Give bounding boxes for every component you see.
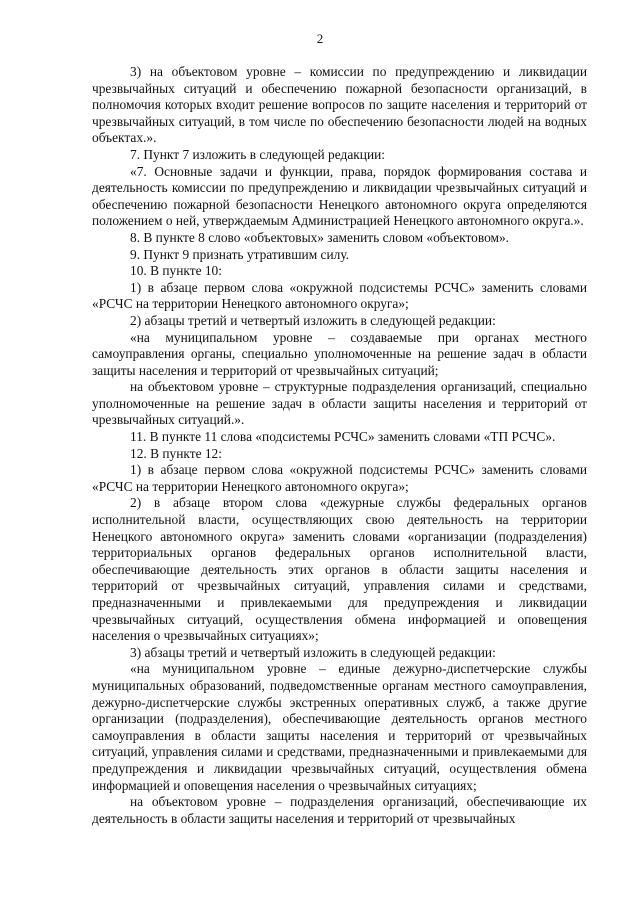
paragraph: 12. В пункте 12: bbox=[130, 445, 222, 461]
page-number: 2 bbox=[316, 31, 324, 46]
paragraph: на объектовом уровне – подразделения организаций, обеспечивающие их деятельность в области защиты населения и территорий от чрезвычайных bbox=[92, 794, 587, 826]
document-body bbox=[92, 64, 587, 827]
paragraph: 3) абзацы третий и четвертый изложить в следующей редакции: bbox=[130, 644, 496, 660]
paragraph: на объектовом уровне – структурные подразделения организаций, специально уполномоченные на решение задач в области защиты населения и территорий от чрезвычайных ситуаций.». bbox=[92, 379, 587, 428]
paragraph: 7. Пункт 7 изложить в следующей редакции: bbox=[130, 146, 386, 162]
paragraph: 2) в абзаце втором слова «дежурные службы федеральных органов исполнительной власти, осуществляющих свою деятельность на территории Ненецкого автономного округа» заменить словами «организации (подразделения) территориальных органов федеральных органов исполнительной власти, обеспечивающие деятельность этих органов в области защиты населения и территорий от чрезвычайных ситуаций, управления силами и средствами, предназначенными и привлекаемыми для предупреждения и ликвидации чрезвычайных ситуаций, осуществления обмена информацией и оповещения населения о чрезвычайных ситуациях»; bbox=[92, 495, 587, 644]
paragraph: «на муниципальном уровне – единые дежурно-диспетчерские службы муниципальных образований, подведомственные органам местного самоуправления, дежурно-диспетчерские службы экстренных оперативных служб, а также другие организации (подразделения), обеспечивающие деятельность органов местного самоуправления в области защиты населения и территорий от чрезвычайных ситуаций, управления силами и средствами, предназначенными и привлекаемыми для предупреждения и ликвидации чрезвычайных ситуаций, осуществления обмена информацией и оповещения населения о чрезвычайных ситуациях; bbox=[92, 661, 587, 793]
paragraph: 8. В пункте 8 слово «объектовых» заменить словом «объектовом». bbox=[130, 229, 510, 245]
paragraph: 9. Пункт 9 признать утратившим силу. bbox=[130, 246, 350, 262]
paragraph: 10. В пункте 10: bbox=[130, 263, 222, 279]
paragraph: 1) в абзаце первом слова «окружной подсистемы РСЧС» заменить словами «РСЧС на территории Ненецкого автономного округа»; bbox=[92, 462, 587, 494]
paragraph: 2) абзацы третий и четвертый изложить в следующей редакции: bbox=[130, 312, 496, 328]
paragraph: «7. Основные задачи и функции, права, порядок формирования состава и деятельность комиссии по предупреждению и ликвидации чрезвычайных ситуаций и обеспечению пожарной безопасности Ненецкого автономного округа определяются положением о ней, утверждаемым Администрацией Ненецкого автономного округа.». bbox=[92, 163, 587, 229]
paragraph: 11. В пункте 11 слова «подсистемы РСЧС» заменить словами «ТП РСЧС». bbox=[130, 429, 556, 445]
paragraph: 3) на объектовом уровне – комиссии по предупреждению и ликвидации чрезвычайных ситуаций и обеспечению пожарной безопасности организаций, в полномочия которых входит решение вопросов по защите населения и территорий от чрезвычайных ситуаций, в том числе по обеспечению безопасности людей на водных объектах.». bbox=[92, 64, 587, 146]
paragraph: «на муниципальном уровне – создаваемые при органах местного самоуправления органы, специально уполномоченные на решение задач в области защиты населения и территорий от чрезвычайных ситуаций; bbox=[92, 329, 587, 378]
paragraph: 1) в абзаце первом слова «окружной подсистемы РСЧС» заменить словами «РСЧС на территории Ненецкого автономного округа»; bbox=[92, 279, 587, 312]
